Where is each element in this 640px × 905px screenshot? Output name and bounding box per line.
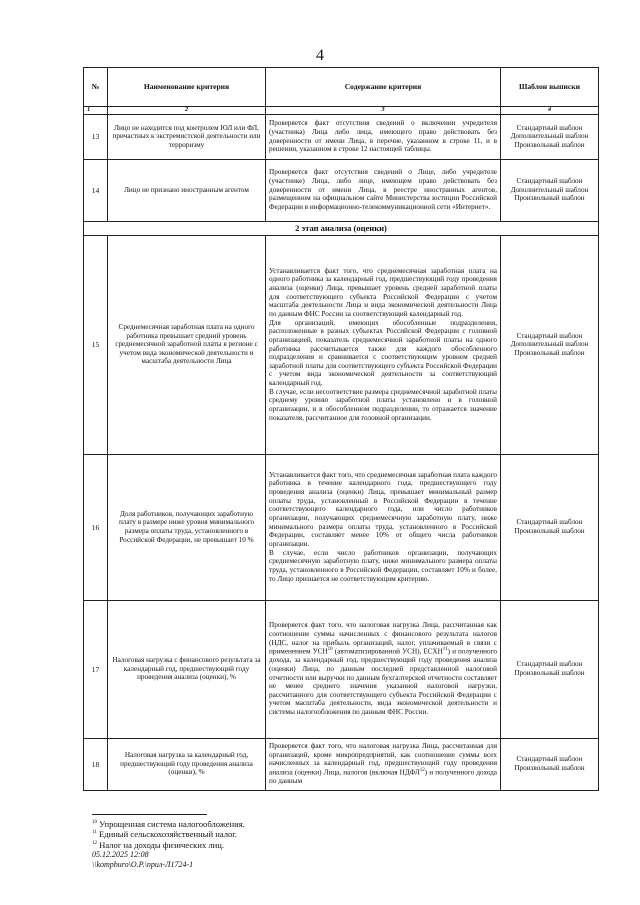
footnote-mark: 11 <box>92 830 97 836</box>
criterion-content <box>266 235 501 454</box>
criterion-name: Лицо не признано иностранным агентом <box>108 159 266 221</box>
col-number: 3 <box>266 107 501 115</box>
content-paragraph: Проверяется факт отсутствия сведений о Лице, либо учредителе (участнике) Лица, либо лице, имеющем право действовать без доверенности от имени Лица, в реестре иностранных агентов, размещенном на официальном сайте Министерства юстиции Российской Федерации в информационно-телекоммуникационной сети «Интернет». <box>269 168 497 211</box>
table-row <box>84 235 599 454</box>
footnotes <box>92 814 512 870</box>
template-item: Стандартный шаблон <box>516 177 583 186</box>
content-paragraph: Проверяется факт того, что налоговая нагрузка Лица, рассчитанная как соотношение суммы начисленных с финансового результата налогов (НДС, налог на прибыль организаций, налог, уплачиваемый в связи с применением УСН$^{10}$ (автоматизированной УСН), ЕСХН$^{11}$) и полученного дохода, за календарный год, предшествующий году проведения анализа (оценки) Лица, по данным последней представленной налоговой отчетности или выручки по данным бухгалтерской отчетности составляет не менее среднего значения указанной налоговой нагрузки, рассчитанного для соответствующего субъекта Российской Федерации с учетом масштаба деятельности, вида экономической деятельности и системы налогообложения по данным ФНС России. <box>269 621 497 717</box>
footnote-mark: 10 <box>92 820 97 826</box>
template-item: Дополнительный шаблон <box>510 132 589 141</box>
criterion-name: Лицо не находится под контролем ЮЛ или ФЛ, причастных к экстремистской деятельности или терроризму <box>108 114 266 159</box>
footnote-text: Упрощенная система налогообложения. <box>99 819 245 829</box>
template-item: Произвольный шаблон <box>514 527 585 535</box>
template-item: Произвольный шаблон <box>514 764 585 772</box>
footnote-text: Налог на доходы физических лиц. <box>99 839 225 850</box>
table-row <box>84 114 599 159</box>
header-content: Содержание критерия <box>266 68 501 107</box>
criterion-name: Налоговая нагрузка с финансового результата за календарный год, предшествующий году проведения анализа (оценки), % <box>108 600 266 738</box>
template-item: Произвольный шаблон <box>514 348 585 357</box>
criterion-content <box>266 159 501 221</box>
header-num: № <box>84 68 108 107</box>
content-paragraph: В случае, если число работников организации, получающих среднемесячную заработную плату, ниже минимального размера оплаты труда, установленного в Российской Федерации, составляет 10% и более, то Лицо признается не соответствующим критерию. <box>269 548 497 583</box>
criteria-table <box>83 67 599 791</box>
row-number: 16 <box>84 454 108 600</box>
template-item: Стандартный шаблон <box>516 123 583 132</box>
template-item: Стандартный шаблон <box>516 755 583 764</box>
row-number: 13 <box>84 114 108 159</box>
template-cell <box>501 738 599 790</box>
template-cell <box>501 454 599 600</box>
table-row <box>84 454 599 600</box>
table-row <box>84 159 599 221</box>
criterion-content <box>266 600 501 738</box>
template-item: Стандартный шаблон <box>516 331 583 340</box>
table-row <box>84 738 599 790</box>
header-name: Наименование критерия <box>108 68 266 107</box>
stage-title: 2 этап анализа (оценки) <box>84 221 599 235</box>
template-item: Стандартный шаблон <box>516 518 583 527</box>
template-item: Дополнительный шаблон <box>510 185 589 194</box>
file-path: \\kompburo\О.Р.\прил-Л1724-1 <box>92 860 194 870</box>
stage-row <box>84 221 599 235</box>
content-paragraph: Проверяется факт отсутствия сведений о включении учредителя (участника) Лица либо лица, имеющего право действовать без доверенности от имени Лица, в перечне, указанном в строке 11, и в решении, указанном в строке 12 настоящей таблицы. <box>269 119 497 154</box>
column-number-row <box>84 107 599 115</box>
page-number: 4 <box>316 47 324 64</box>
row-number: 14 <box>84 159 108 221</box>
template-item: Стандартный шаблон <box>516 660 583 669</box>
table-header-row <box>84 68 599 107</box>
content-paragraph: Устанавливается факт того, что среднемесячная заработная плата на одного работника за календарный год, предшествующий году проведения анализа (оценки) Лица, превышает уровень средней заработной платы для соответствующего субъекта Российской Федерации с учетом масштаба деятельности Лица и вида экономической деятельности Лица по данным ФНС России за соответствующий календарный год. <box>269 266 497 318</box>
row-number: 15 <box>84 235 108 454</box>
footnote <box>92 819 512 829</box>
template-item: Дополнительный шаблон <box>510 340 589 349</box>
criterion-name: Налоговая нагрузка за календарный год, предшествующий году проведения анализа (оценки), % <box>108 738 266 790</box>
template-item: Произвольный шаблон <box>514 140 585 149</box>
criterion-content <box>266 114 501 159</box>
template-cell <box>501 600 599 738</box>
col-number: 4 <box>501 107 599 115</box>
footnote-text: Единый сельскохозяйственный налог. <box>98 829 238 840</box>
criterion-name: Доля работников, получающих заработную плату в размере ниже уровня минимального размера оплаты труда, установленного в Российской Федерации, не превышает 10 % <box>108 454 266 600</box>
table-row <box>84 600 599 738</box>
print-date: 05.12.2025 12:08 <box>92 850 149 860</box>
criterion-name: Среднемесячная заработная плата на одного работника превышает средний уровень среднемесячной заработной платы в регионе с учетом вида экономической деятельности и масштаба деятельности Лица <box>108 235 266 454</box>
template-item: Произвольный шаблон <box>514 194 585 203</box>
footnote <box>92 840 512 850</box>
footnote-rule <box>92 814 207 815</box>
template-item: Произвольный шаблон <box>514 669 585 677</box>
header-template: Шаблон выписки <box>501 68 599 107</box>
col-number: 1 <box>84 107 108 115</box>
template-cell <box>501 235 599 454</box>
template-cell <box>501 114 599 159</box>
col-number: 2 <box>108 107 266 115</box>
content-paragraph: Устанавливается факт того, что среднемесячная заработная плата каждого работника в течение календарного года, предшествующего году проведения анализа (оценки) Лица, превышает минимальный размер оплаты труда, установленный в Российской Федерации в течение соответствующего календарного года, или число работников организации, получающих среднемесячную заработную плату, ниже минимального размера оплаты труда, установленного в Российской Федерации, составляет менее 10% от общего числа работников организации. <box>269 470 497 548</box>
footnote <box>92 829 512 839</box>
content-paragraph: Для организаций, имеющих обособленные подразделения, расположенные в разных субъектах Российской Федерации с головной организацией, показатель среднемесячной заработной платы на одного работника рассчитывается также для каждого обособленного подразделения и сравнивается с соответствующим уровнем средней заработной платы для соответствующего субъекта Российской Федерации с учетом вида экономической деятельности за соответствующий календарный год. <box>269 318 497 388</box>
content-paragraph: В случае, если несоответствие размера среднемесячной заработной платы среднему уровню заработной платы установлено и в головной организации, и в обособленном подразделении, то отражается значение показателя, рассчитанное для головной организации. <box>269 387 497 422</box>
row-number: 17 <box>84 600 108 738</box>
row-number: 18 <box>84 738 108 790</box>
content-paragraph: Проверяется факт того, что налоговая нагрузка Лица, рассчитанная для организаций, кроме микропредприятий, как соотношение суммы всех начисленных за календарный год, предшествующий году проведения анализа (оценки) Лица, налогов (включая НДФЛ$^{12}$) и полученного дохода по данным <box>269 742 497 786</box>
criterion-content <box>266 738 501 790</box>
template-cell <box>501 159 599 221</box>
criterion-content <box>266 454 501 600</box>
footnote-mark: 12 <box>92 841 97 847</box>
